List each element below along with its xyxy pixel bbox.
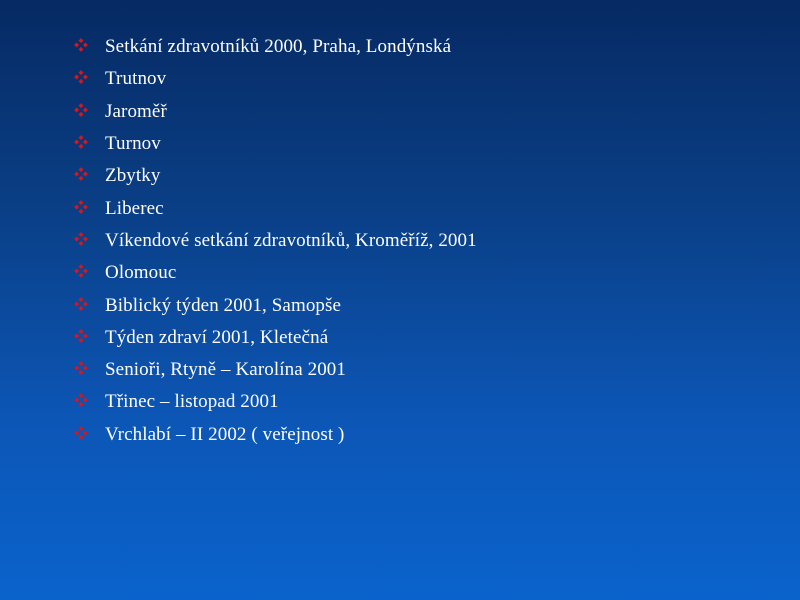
list-item-text: Trutnov	[105, 68, 167, 90]
list-item	[74, 96, 477, 128]
list-item-text: Turnov	[105, 133, 161, 155]
bullet-list	[74, 31, 477, 451]
list-item	[74, 354, 477, 386]
list-item-text: Týden zdraví 2001, Kletečná	[105, 326, 329, 348]
four-diamond-bullet-icon	[74, 297, 88, 311]
list-item-text: Třinec – listopad 2001	[105, 391, 279, 413]
list-item-text: Setkání zdravotníků 2000, Praha, Londýnská	[105, 36, 452, 58]
list-item	[74, 160, 477, 192]
list-item	[74, 419, 477, 451]
list-item-text: Biblický týden 2001, Samopše	[105, 294, 342, 316]
four-diamond-bullet-icon	[74, 70, 88, 84]
four-diamond-bullet-icon	[74, 264, 88, 278]
list-item	[74, 225, 477, 257]
list-item-text: Olomouc	[105, 262, 177, 284]
list-item-text: Jaroměř	[105, 100, 167, 122]
list-item	[74, 63, 477, 95]
four-diamond-bullet-icon	[74, 38, 88, 52]
list-item	[74, 322, 477, 354]
four-diamond-bullet-icon	[74, 393, 88, 407]
four-diamond-bullet-icon	[74, 103, 88, 117]
four-diamond-bullet-icon	[74, 426, 88, 440]
list-item	[74, 257, 477, 289]
list-item-text: Senioři, Rtyně – Karolína 2001	[105, 359, 346, 381]
list-item-text: Vrchlabí – II 2002 ( veřejnost )	[105, 423, 345, 445]
list-item-text: Zbytky	[105, 165, 161, 187]
list-item	[74, 31, 477, 63]
list-item	[74, 192, 477, 224]
list-item	[74, 386, 477, 418]
list-item	[74, 289, 477, 321]
four-diamond-bullet-icon	[74, 135, 88, 149]
four-diamond-bullet-icon	[74, 167, 88, 181]
four-diamond-bullet-icon	[74, 232, 88, 246]
list-item-text: Liberec	[105, 197, 164, 219]
list-item	[74, 128, 477, 160]
list-item-text: Víkendové setkání zdravotníků, Kroměříž, 2001	[105, 229, 477, 251]
four-diamond-bullet-icon	[74, 200, 88, 214]
four-diamond-bullet-icon	[74, 329, 88, 343]
four-diamond-bullet-icon	[74, 361, 88, 375]
